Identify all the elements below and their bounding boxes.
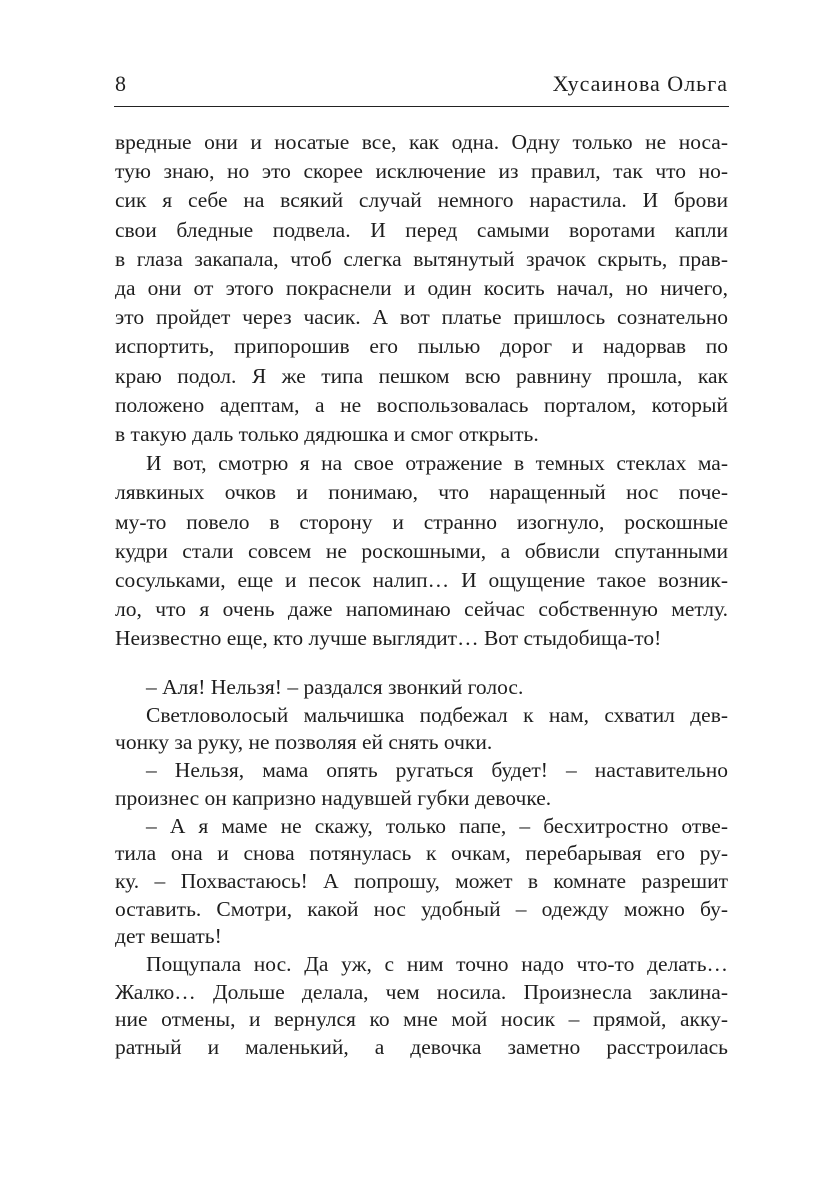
text-line: дет вешать! xyxy=(115,924,222,949)
text-line: это пройдет через часик. А вот платье пришлось сознательно xyxy=(115,305,728,330)
text-line: ние отмены, и вернулся ко мне мой носик – прямой, акку- xyxy=(115,1007,728,1032)
text-line: лявкиных очков и понимаю, что наращенный нос поче- xyxy=(115,480,728,505)
text-block-dialogue xyxy=(115,674,728,1062)
text-line: в такую даль только дядюшка и смог открыть. xyxy=(115,422,539,447)
text-line: в глаза закапала, чтоб слегка вытянутый зрачок скрыть, прав- xyxy=(115,246,728,271)
text-line: да они от этого покраснели и один косить начал, но ничего, xyxy=(115,276,728,301)
text-line: ратный и маленький, а девочка заметно расстроилась xyxy=(115,1035,728,1060)
text-line: ку. – Похвастаюсь! А попрошу, может в комнате разрешит xyxy=(115,868,728,893)
text-line: кудри стали совсем не роскошными, а обвисли спутанными xyxy=(115,538,728,563)
text-line: – А я маме не скажу, только папе, – бесхитростно отве- xyxy=(146,813,728,838)
text-line: – Нельзя, мама опять ругаться будет! – наставительно xyxy=(146,758,728,783)
text-line: – Аля! Нельзя! – раздался звонкий голос. xyxy=(146,675,524,699)
text-line: тила она и снова потянулась к очкам, перебарывая его ру- xyxy=(115,841,728,866)
header-rule xyxy=(114,106,729,107)
text-line: положено адептам, а не воспользовалась порталом, который xyxy=(115,392,728,417)
text-line: сосульками, еще и песок налип… И ощущение такое возник- xyxy=(115,568,728,593)
text-line: Светловолосый мальчишка подбежал к нам, схватил дев- xyxy=(146,702,728,727)
text-line: краю подол. Я же типа пешком всю равнину прошла, как xyxy=(115,363,728,388)
text-line: испортить, припорошив его пылью дорог и надорвав по xyxy=(115,334,728,359)
text-line: Неизвестно еще, кто лучше выглядит… Вот стыдобища-то! xyxy=(115,626,662,651)
text-line: вредные они и носатые все, как одна. Одну только не носа- xyxy=(115,130,728,154)
text-line: И вот, смотрю я на свое отражение в темных стеклах ма- xyxy=(146,451,728,476)
text-line: чонку за руку, не позволяя ей снять очки. xyxy=(115,730,493,755)
text-block-narrative xyxy=(115,128,728,654)
text-line: ло, что я очень даже напоминаю сейчас собственную метлу. xyxy=(115,597,728,622)
text-line: Жалко… Дольше делала, чем носила. Произнесла заклина- xyxy=(115,979,728,1004)
text-line: произнес он капризно надувшей губки девочке. xyxy=(115,785,552,810)
page-number: 8 xyxy=(115,71,126,96)
text-line: тую знаю, но это скорее исключение из правил, так что но- xyxy=(115,159,728,184)
text-line: Пощупала нос. Да уж, с ним точно надо что-то делать… xyxy=(146,952,728,977)
text-line: оставить. Смотри, какой нос удобный – одежду можно бу- xyxy=(115,896,728,921)
running-header-author: Хусаинова Ольга xyxy=(552,71,728,96)
text-line: сик я себе на всякий случай немного нарастила. И брови xyxy=(115,188,728,213)
text-line: свои бледные подвела. И перед самыми воротами капли xyxy=(115,217,728,242)
text-line: му-то повело в сторону и странно изогнуло, роскошные xyxy=(115,509,728,534)
